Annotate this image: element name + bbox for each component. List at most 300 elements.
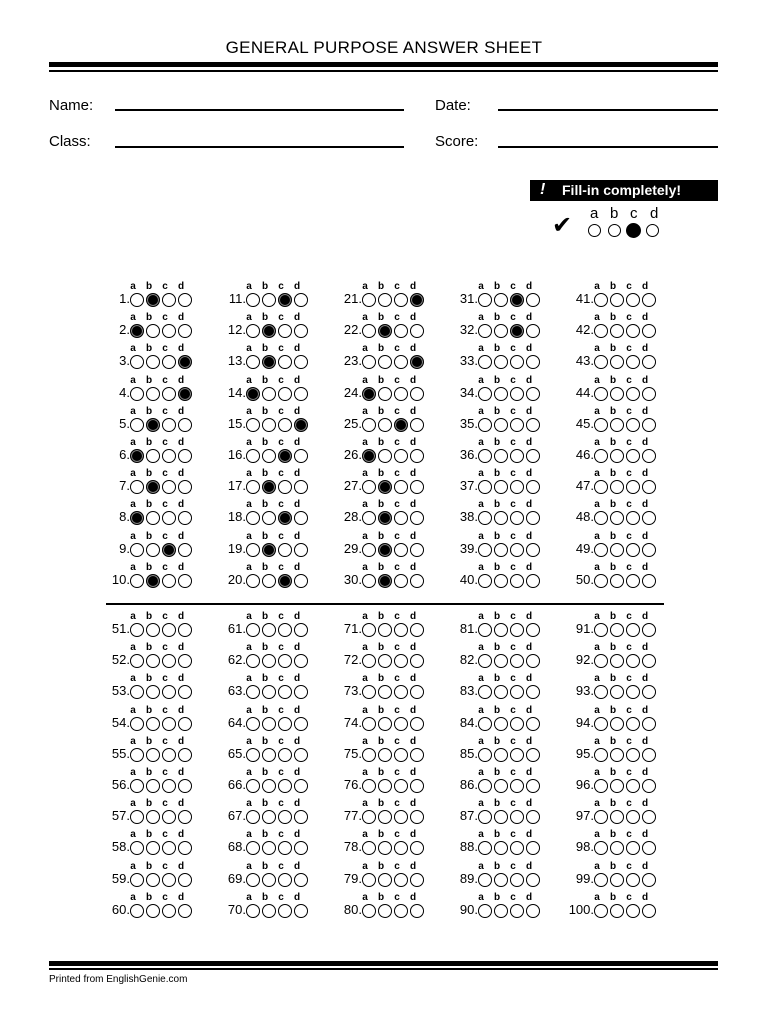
answer-bubble-a[interactable] [246, 480, 260, 494]
answer-bubble-b[interactable] [610, 873, 624, 887]
answer-bubble-a[interactable] [246, 387, 260, 401]
answer-bubble-d[interactable] [410, 387, 424, 401]
answer-bubble-c[interactable] [394, 904, 408, 918]
answer-bubble-b[interactable] [262, 873, 276, 887]
answer-bubble-c[interactable] [626, 748, 640, 762]
answer-bubble-d[interactable] [178, 810, 192, 824]
answer-bubble-c[interactable] [510, 810, 524, 824]
answer-bubble-a[interactable] [478, 904, 492, 918]
answer-bubble-c[interactable] [162, 654, 176, 668]
answer-bubble-b[interactable] [378, 449, 392, 463]
answer-bubble-d[interactable] [294, 511, 308, 525]
answer-bubble-c[interactable] [162, 418, 176, 432]
answer-bubble-d[interactable] [642, 779, 656, 793]
answer-bubble-c[interactable] [278, 810, 292, 824]
answer-bubble-a[interactable] [594, 841, 608, 855]
answer-bubble-c[interactable] [394, 810, 408, 824]
answer-bubble-a[interactable] [478, 779, 492, 793]
answer-bubble-d[interactable] [526, 685, 540, 699]
answer-bubble-c[interactable] [394, 449, 408, 463]
answer-bubble-a[interactable] [362, 355, 376, 369]
answer-bubble-b[interactable] [262, 841, 276, 855]
answer-bubble-b[interactable] [378, 904, 392, 918]
answer-bubble-d[interactable] [294, 904, 308, 918]
answer-bubble-d[interactable] [642, 574, 656, 588]
answer-bubble-d[interactable] [526, 717, 540, 731]
answer-bubble-a[interactable] [478, 418, 492, 432]
answer-bubble-d[interactable] [526, 748, 540, 762]
answer-bubble-c[interactable] [394, 873, 408, 887]
answer-bubble-c[interactable] [278, 623, 292, 637]
answer-bubble-b[interactable] [146, 873, 160, 887]
answer-bubble-b[interactable] [494, 574, 508, 588]
answer-bubble-c[interactable] [394, 387, 408, 401]
answer-bubble-a[interactable] [130, 841, 144, 855]
answer-bubble-a[interactable] [594, 810, 608, 824]
answer-bubble-a[interactable] [594, 779, 608, 793]
answer-bubble-a[interactable] [594, 574, 608, 588]
answer-bubble-a[interactable] [362, 904, 376, 918]
answer-bubble-d[interactable] [642, 748, 656, 762]
answer-bubble-d[interactable] [410, 748, 424, 762]
answer-bubble-c[interactable] [394, 355, 408, 369]
answer-bubble-a[interactable] [246, 779, 260, 793]
answer-bubble-d[interactable] [642, 293, 656, 307]
answer-bubble-d[interactable] [526, 623, 540, 637]
answer-bubble-a[interactable] [246, 293, 260, 307]
answer-bubble-c[interactable] [278, 511, 292, 525]
answer-bubble-c[interactable] [394, 480, 408, 494]
answer-bubble-b[interactable] [262, 748, 276, 762]
answer-bubble-b[interactable] [610, 511, 624, 525]
answer-bubble-b[interactable] [146, 623, 160, 637]
answer-bubble-c[interactable] [278, 685, 292, 699]
answer-bubble-b[interactable] [378, 717, 392, 731]
answer-bubble-c[interactable] [626, 873, 640, 887]
answer-bubble-d[interactable] [294, 654, 308, 668]
answer-bubble-d[interactable] [410, 623, 424, 637]
answer-bubble-c[interactable] [278, 841, 292, 855]
answer-bubble-c[interactable] [626, 418, 640, 432]
answer-bubble-c[interactable] [162, 748, 176, 762]
answer-bubble-d[interactable] [642, 480, 656, 494]
answer-bubble-b[interactable] [262, 543, 276, 557]
answer-bubble-b[interactable] [262, 387, 276, 401]
answer-bubble-a[interactable] [362, 623, 376, 637]
answer-bubble-d[interactable] [526, 810, 540, 824]
answer-bubble-c[interactable] [626, 717, 640, 731]
answer-bubble-d[interactable] [294, 685, 308, 699]
answer-bubble-c[interactable] [278, 480, 292, 494]
answer-bubble-c[interactable] [278, 779, 292, 793]
answer-bubble-a[interactable] [594, 511, 608, 525]
answer-bubble-a[interactable] [478, 810, 492, 824]
answer-bubble-c[interactable] [394, 324, 408, 338]
answer-bubble-c[interactable] [626, 355, 640, 369]
answer-bubble-b[interactable] [262, 511, 276, 525]
answer-bubble-b[interactable] [146, 543, 160, 557]
answer-bubble-d[interactable] [294, 324, 308, 338]
answer-bubble-a[interactable] [246, 748, 260, 762]
answer-bubble-a[interactable] [478, 717, 492, 731]
answer-bubble-b[interactable] [378, 355, 392, 369]
answer-bubble-a[interactable] [130, 387, 144, 401]
answer-bubble-b[interactable] [494, 449, 508, 463]
answer-bubble-c[interactable] [162, 574, 176, 588]
answer-bubble-a[interactable] [478, 355, 492, 369]
answer-bubble-d[interactable] [526, 543, 540, 557]
answer-bubble-c[interactable] [510, 449, 524, 463]
answer-bubble-c[interactable] [510, 685, 524, 699]
answer-bubble-b[interactable] [378, 685, 392, 699]
answer-bubble-b[interactable] [494, 841, 508, 855]
answer-bubble-c[interactable] [278, 574, 292, 588]
answer-bubble-d[interactable] [178, 717, 192, 731]
answer-bubble-c[interactable] [510, 480, 524, 494]
answer-bubble-a[interactable] [594, 623, 608, 637]
answer-bubble-c[interactable] [510, 355, 524, 369]
answer-bubble-d[interactable] [178, 387, 192, 401]
answer-bubble-c[interactable] [278, 293, 292, 307]
answer-bubble-a[interactable] [478, 293, 492, 307]
answer-bubble-c[interactable] [278, 717, 292, 731]
answer-bubble-d[interactable] [410, 873, 424, 887]
answer-bubble-b[interactable] [610, 779, 624, 793]
answer-bubble-a[interactable] [362, 810, 376, 824]
answer-bubble-b[interactable] [494, 543, 508, 557]
answer-bubble-b[interactable] [262, 480, 276, 494]
answer-bubble-c[interactable] [626, 654, 640, 668]
answer-bubble-a[interactable] [246, 324, 260, 338]
answer-bubble-d[interactable] [178, 654, 192, 668]
answer-bubble-c[interactable] [394, 841, 408, 855]
answer-bubble-a[interactable] [130, 574, 144, 588]
answer-bubble-a[interactable] [362, 387, 376, 401]
answer-bubble-a[interactable] [362, 748, 376, 762]
answer-bubble-c[interactable] [626, 904, 640, 918]
answer-bubble-c[interactable] [510, 574, 524, 588]
answer-bubble-b[interactable] [610, 418, 624, 432]
answer-bubble-b[interactable] [494, 810, 508, 824]
answer-bubble-a[interactable] [478, 511, 492, 525]
answer-bubble-b[interactable] [262, 623, 276, 637]
answer-bubble-b[interactable] [378, 511, 392, 525]
answer-bubble-a[interactable] [362, 841, 376, 855]
answer-bubble-b[interactable] [610, 449, 624, 463]
answer-bubble-d[interactable] [642, 355, 656, 369]
answer-bubble-a[interactable] [478, 480, 492, 494]
answer-bubble-a[interactable] [362, 685, 376, 699]
answer-bubble-a[interactable] [130, 480, 144, 494]
answer-bubble-d[interactable] [294, 355, 308, 369]
answer-bubble-c[interactable] [510, 418, 524, 432]
answer-bubble-a[interactable] [362, 293, 376, 307]
answer-bubble-a[interactable] [478, 623, 492, 637]
answer-bubble-c[interactable] [394, 779, 408, 793]
answer-bubble-d[interactable] [178, 873, 192, 887]
answer-bubble-d[interactable] [642, 904, 656, 918]
answer-bubble-c[interactable] [278, 449, 292, 463]
answer-bubble-c[interactable] [510, 748, 524, 762]
answer-bubble-c[interactable] [626, 779, 640, 793]
answer-bubble-d[interactable] [178, 841, 192, 855]
answer-bubble-b[interactable] [378, 543, 392, 557]
answer-bubble-d[interactable] [410, 355, 424, 369]
answer-bubble-a[interactable] [130, 623, 144, 637]
answer-bubble-a[interactable] [478, 324, 492, 338]
answer-bubble-c[interactable] [626, 543, 640, 557]
answer-bubble-a[interactable] [246, 543, 260, 557]
answer-bubble-a[interactable] [130, 293, 144, 307]
answer-bubble-a[interactable] [246, 904, 260, 918]
answer-bubble-a[interactable] [478, 685, 492, 699]
answer-bubble-d[interactable] [410, 810, 424, 824]
answer-bubble-b[interactable] [494, 685, 508, 699]
answer-bubble-c[interactable] [278, 748, 292, 762]
answer-bubble-d[interactable] [642, 873, 656, 887]
answer-bubble-c[interactable] [162, 324, 176, 338]
answer-bubble-d[interactable] [410, 480, 424, 494]
answer-bubble-a[interactable] [478, 574, 492, 588]
answer-bubble-a[interactable] [246, 355, 260, 369]
answer-bubble-d[interactable] [294, 418, 308, 432]
answer-bubble-a[interactable] [362, 574, 376, 588]
answer-bubble-d[interactable] [294, 810, 308, 824]
answer-bubble-b[interactable] [610, 543, 624, 557]
answer-bubble-b[interactable] [494, 623, 508, 637]
answer-bubble-d[interactable] [526, 873, 540, 887]
answer-bubble-b[interactable] [378, 873, 392, 887]
answer-bubble-d[interactable] [526, 574, 540, 588]
answer-bubble-a[interactable] [130, 810, 144, 824]
answer-bubble-b[interactable] [146, 748, 160, 762]
answer-bubble-c[interactable] [510, 904, 524, 918]
answer-bubble-d[interactable] [642, 387, 656, 401]
answer-bubble-a[interactable] [362, 480, 376, 494]
answer-bubble-b[interactable] [378, 480, 392, 494]
answer-bubble-b[interactable] [378, 810, 392, 824]
answer-bubble-b[interactable] [146, 810, 160, 824]
answer-bubble-b[interactable] [146, 511, 160, 525]
answer-bubble-b[interactable] [610, 685, 624, 699]
answer-bubble-d[interactable] [178, 543, 192, 557]
answer-bubble-c[interactable] [162, 623, 176, 637]
answer-bubble-b[interactable] [494, 511, 508, 525]
answer-bubble-a[interactable] [246, 574, 260, 588]
answer-bubble-d[interactable] [526, 841, 540, 855]
answer-bubble-d[interactable] [642, 841, 656, 855]
answer-bubble-d[interactable] [178, 623, 192, 637]
answer-bubble-c[interactable] [626, 480, 640, 494]
answer-bubble-b[interactable] [262, 324, 276, 338]
answer-bubble-a[interactable] [478, 873, 492, 887]
answer-bubble-c[interactable] [510, 873, 524, 887]
answer-bubble-d[interactable] [294, 623, 308, 637]
answer-bubble-b[interactable] [262, 418, 276, 432]
answer-bubble-d[interactable] [642, 654, 656, 668]
answer-bubble-c[interactable] [162, 293, 176, 307]
answer-bubble-a[interactable] [246, 418, 260, 432]
answer-bubble-d[interactable] [526, 779, 540, 793]
answer-bubble-c[interactable] [278, 543, 292, 557]
answer-bubble-d[interactable] [526, 387, 540, 401]
answer-bubble-d[interactable] [410, 574, 424, 588]
answer-bubble-a[interactable] [246, 717, 260, 731]
answer-bubble-b[interactable] [378, 418, 392, 432]
answer-bubble-b[interactable] [494, 324, 508, 338]
answer-bubble-b[interactable] [146, 654, 160, 668]
answer-bubble-d[interactable] [178, 449, 192, 463]
answer-bubble-a[interactable] [130, 449, 144, 463]
answer-bubble-a[interactable] [246, 623, 260, 637]
answer-bubble-d[interactable] [642, 324, 656, 338]
answer-bubble-b[interactable] [378, 779, 392, 793]
answer-bubble-b[interactable] [378, 841, 392, 855]
answer-bubble-d[interactable] [526, 511, 540, 525]
answer-bubble-d[interactable] [294, 779, 308, 793]
answer-bubble-a[interactable] [362, 324, 376, 338]
answer-bubble-c[interactable] [394, 623, 408, 637]
answer-bubble-a[interactable] [594, 904, 608, 918]
answer-bubble-c[interactable] [510, 511, 524, 525]
answer-bubble-d[interactable] [178, 324, 192, 338]
answer-bubble-b[interactable] [262, 810, 276, 824]
answer-bubble-a[interactable] [594, 654, 608, 668]
answer-bubble-c[interactable] [510, 841, 524, 855]
answer-bubble-c[interactable] [626, 387, 640, 401]
answer-bubble-a[interactable] [130, 685, 144, 699]
answer-bubble-a[interactable] [362, 543, 376, 557]
answer-bubble-a[interactable] [594, 480, 608, 494]
answer-bubble-d[interactable] [410, 293, 424, 307]
answer-bubble-d[interactable] [642, 511, 656, 525]
answer-bubble-b[interactable] [262, 449, 276, 463]
answer-bubble-b[interactable] [494, 355, 508, 369]
answer-bubble-b[interactable] [494, 418, 508, 432]
answer-bubble-c[interactable] [162, 717, 176, 731]
answer-bubble-b[interactable] [146, 685, 160, 699]
answer-bubble-c[interactable] [394, 293, 408, 307]
answer-bubble-c[interactable] [510, 779, 524, 793]
answer-bubble-c[interactable] [162, 904, 176, 918]
answer-bubble-b[interactable] [378, 324, 392, 338]
answer-bubble-b[interactable] [146, 574, 160, 588]
answer-bubble-b[interactable] [610, 717, 624, 731]
answer-bubble-c[interactable] [162, 685, 176, 699]
answer-bubble-d[interactable] [410, 685, 424, 699]
answer-bubble-d[interactable] [178, 355, 192, 369]
answer-bubble-a[interactable] [362, 418, 376, 432]
answer-bubble-b[interactable] [262, 717, 276, 731]
answer-bubble-b[interactable] [146, 904, 160, 918]
answer-bubble-a[interactable] [130, 779, 144, 793]
answer-bubble-b[interactable] [146, 480, 160, 494]
answer-bubble-c[interactable] [626, 841, 640, 855]
answer-bubble-b[interactable] [610, 574, 624, 588]
answer-bubble-a[interactable] [594, 355, 608, 369]
answer-bubble-c[interactable] [394, 717, 408, 731]
answer-bubble-c[interactable] [162, 873, 176, 887]
answer-bubble-b[interactable] [262, 904, 276, 918]
answer-bubble-d[interactable] [178, 779, 192, 793]
answer-bubble-a[interactable] [130, 717, 144, 731]
answer-bubble-c[interactable] [626, 574, 640, 588]
answer-bubble-b[interactable] [494, 748, 508, 762]
answer-bubble-a[interactable] [594, 717, 608, 731]
answer-bubble-a[interactable] [246, 810, 260, 824]
answer-bubble-c[interactable] [162, 543, 176, 557]
answer-bubble-a[interactable] [130, 654, 144, 668]
answer-bubble-c[interactable] [394, 511, 408, 525]
answer-bubble-d[interactable] [294, 480, 308, 494]
answer-bubble-b[interactable] [610, 810, 624, 824]
answer-bubble-b[interactable] [610, 387, 624, 401]
answer-bubble-b[interactable] [610, 355, 624, 369]
answer-bubble-c[interactable] [162, 480, 176, 494]
answer-bubble-b[interactable] [146, 841, 160, 855]
answer-bubble-d[interactable] [294, 841, 308, 855]
answer-bubble-b[interactable] [378, 623, 392, 637]
answer-bubble-b[interactable] [262, 654, 276, 668]
answer-bubble-c[interactable] [278, 387, 292, 401]
answer-bubble-a[interactable] [246, 449, 260, 463]
answer-bubble-a[interactable] [478, 543, 492, 557]
answer-bubble-c[interactable] [394, 654, 408, 668]
answer-bubble-b[interactable] [494, 654, 508, 668]
answer-bubble-c[interactable] [162, 387, 176, 401]
answer-bubble-a[interactable] [130, 324, 144, 338]
answer-bubble-d[interactable] [526, 418, 540, 432]
answer-bubble-d[interactable] [410, 418, 424, 432]
answer-bubble-d[interactable] [178, 293, 192, 307]
answer-bubble-c[interactable] [394, 685, 408, 699]
answer-bubble-c[interactable] [626, 623, 640, 637]
answer-bubble-b[interactable] [494, 387, 508, 401]
answer-bubble-c[interactable] [510, 293, 524, 307]
answer-bubble-a[interactable] [246, 654, 260, 668]
answer-bubble-b[interactable] [610, 904, 624, 918]
answer-bubble-a[interactable] [478, 387, 492, 401]
answer-bubble-b[interactable] [262, 293, 276, 307]
answer-bubble-d[interactable] [526, 355, 540, 369]
answer-bubble-b[interactable] [378, 387, 392, 401]
answer-bubble-d[interactable] [642, 717, 656, 731]
answer-bubble-b[interactable] [262, 574, 276, 588]
answer-bubble-b[interactable] [146, 449, 160, 463]
answer-bubble-b[interactable] [146, 717, 160, 731]
answer-bubble-d[interactable] [294, 717, 308, 731]
answer-bubble-a[interactable] [130, 873, 144, 887]
answer-bubble-a[interactable] [246, 841, 260, 855]
answer-bubble-a[interactable] [362, 873, 376, 887]
answer-bubble-a[interactable] [594, 324, 608, 338]
answer-bubble-a[interactable] [478, 748, 492, 762]
answer-bubble-b[interactable] [378, 748, 392, 762]
answer-bubble-d[interactable] [294, 748, 308, 762]
answer-bubble-a[interactable] [130, 904, 144, 918]
answer-bubble-b[interactable] [146, 779, 160, 793]
answer-bubble-c[interactable] [394, 748, 408, 762]
answer-bubble-a[interactable] [130, 543, 144, 557]
answer-bubble-a[interactable] [130, 748, 144, 762]
answer-bubble-a[interactable] [594, 293, 608, 307]
answer-bubble-c[interactable] [626, 449, 640, 463]
answer-bubble-a[interactable] [362, 779, 376, 793]
answer-bubble-b[interactable] [610, 748, 624, 762]
answer-bubble-a[interactable] [362, 511, 376, 525]
answer-bubble-b[interactable] [494, 904, 508, 918]
answer-bubble-c[interactable] [394, 574, 408, 588]
